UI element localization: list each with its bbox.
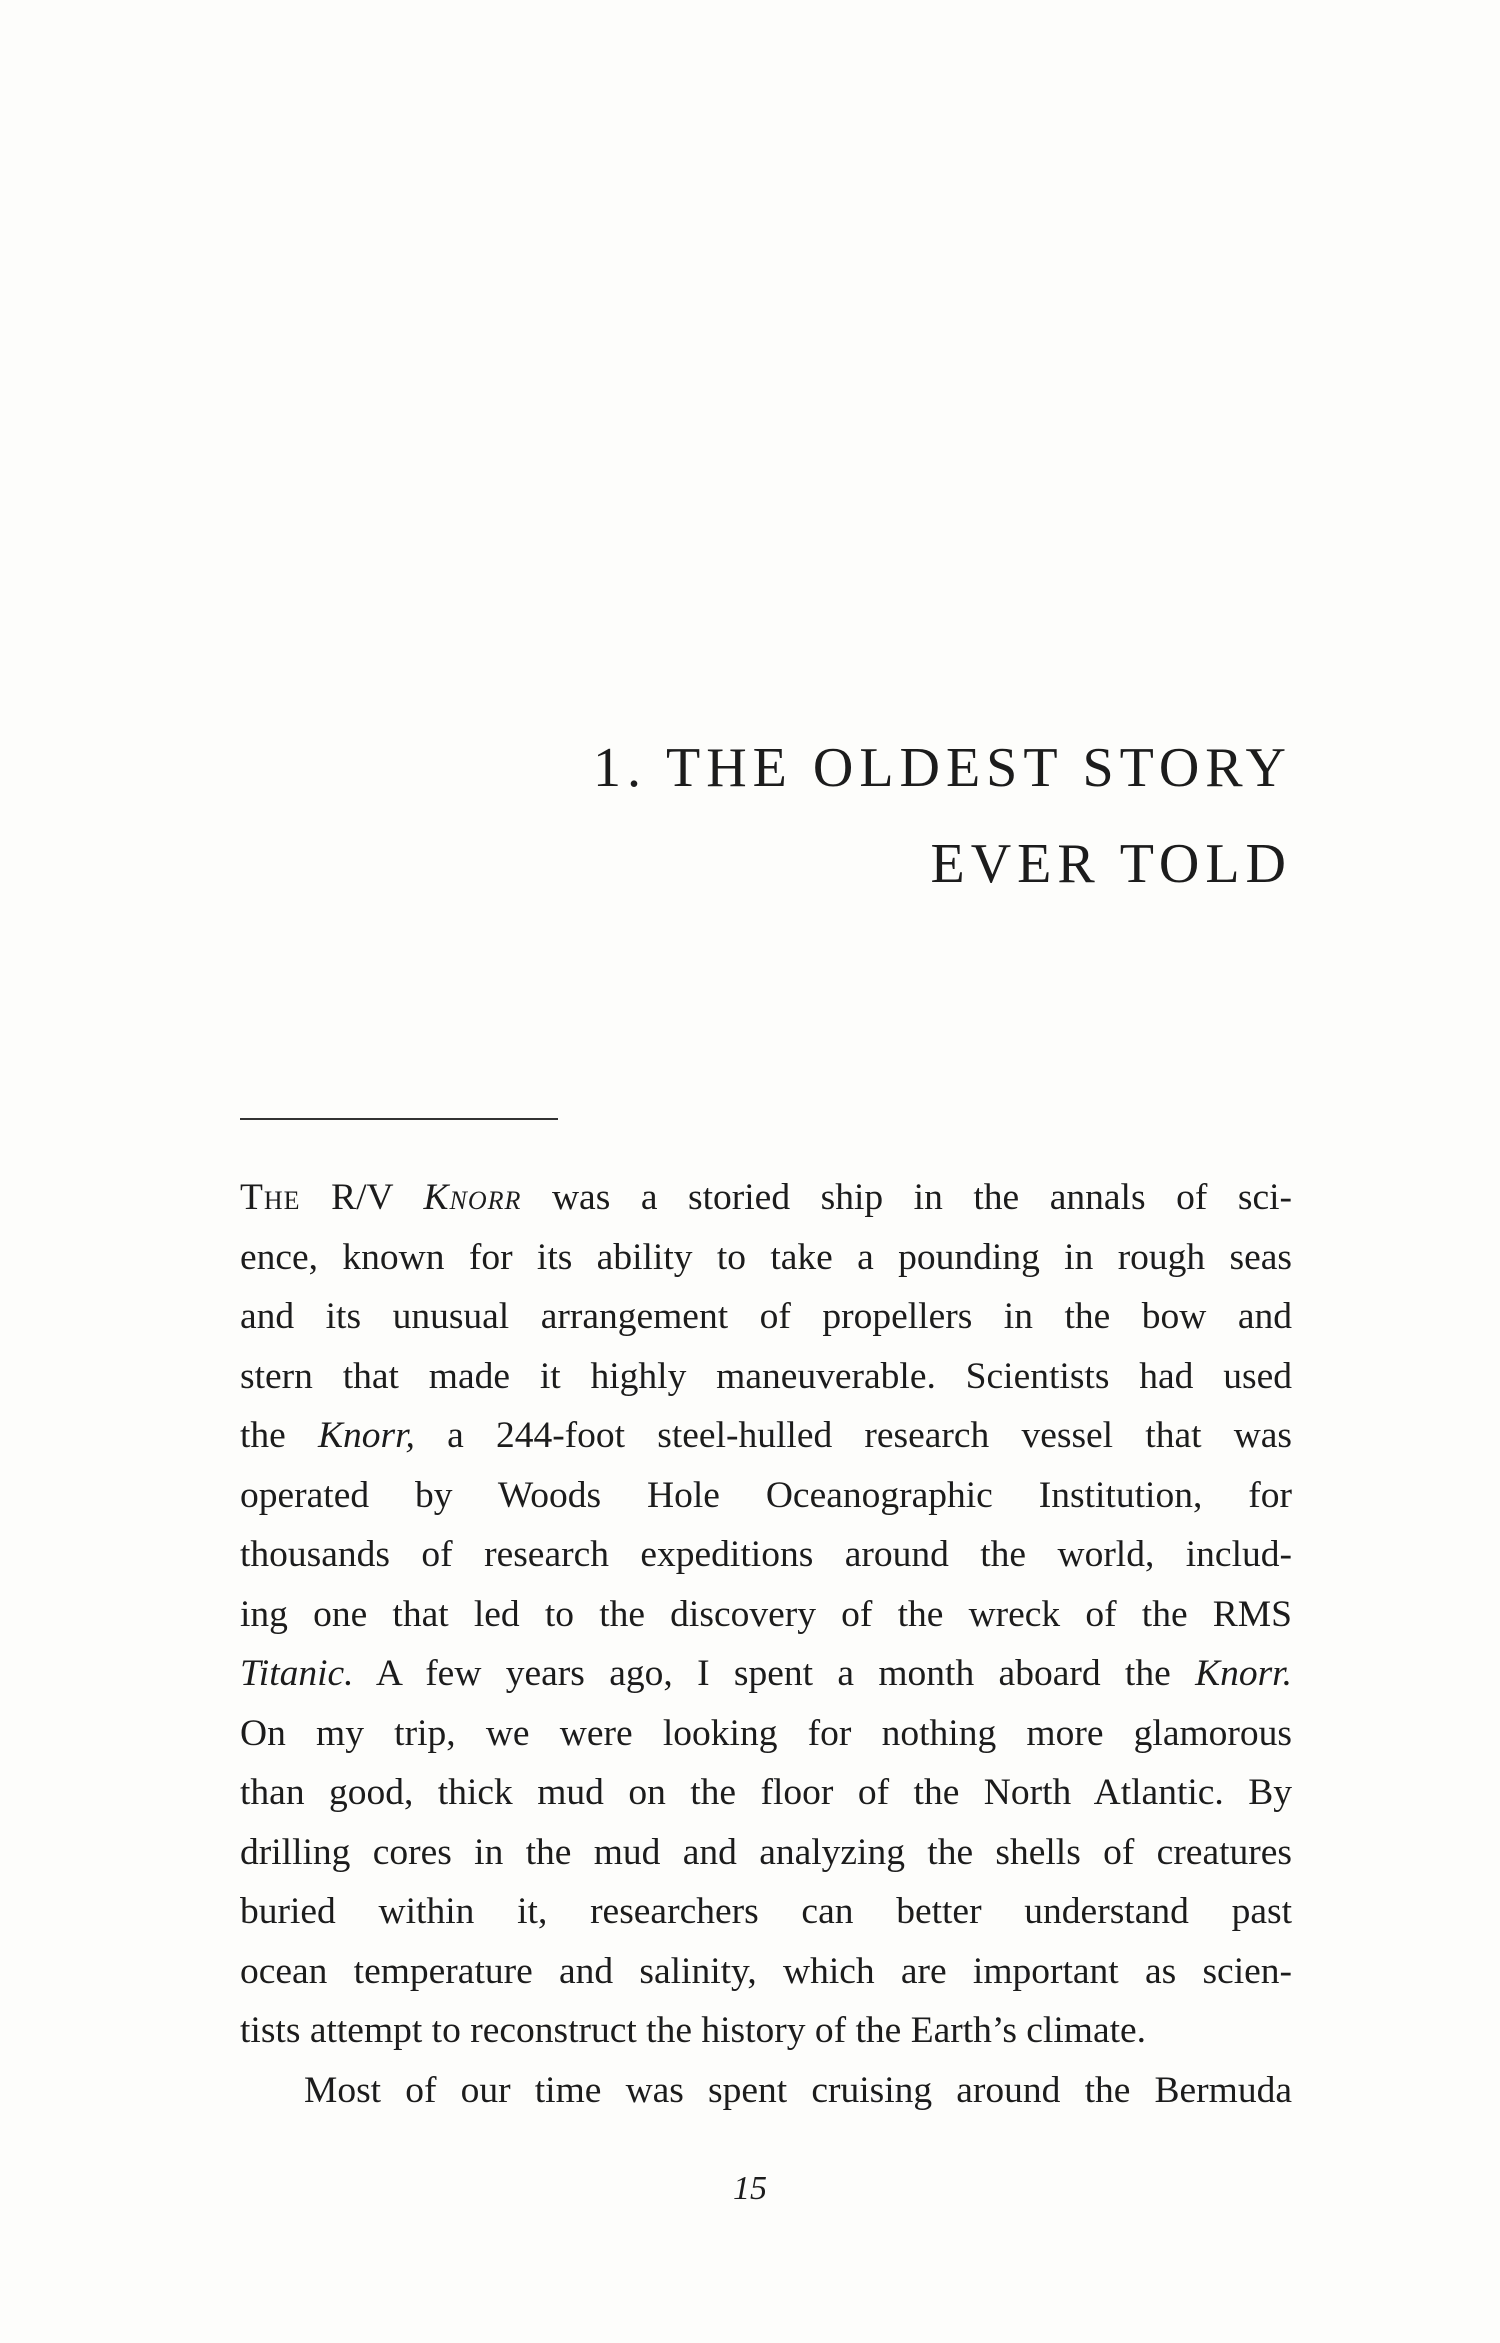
text-line-6: operated by Woods Hole Oceanographic Institution, for (240, 1474, 1292, 1516)
text-line-1-rest: was a storied ship in the annals of sci- (551, 1177, 1293, 1218)
text-line-5-b: a 244-foot steel-hulled research vessel that was (447, 1415, 1293, 1456)
chapter-title (240, 737, 1292, 895)
vessel-name: Knorr (423, 1177, 522, 1218)
text-line-10: On my trip, we were looking for nothing more glamorous (240, 1712, 1292, 1754)
vessel-prefix: R/V (331, 1177, 393, 1218)
lead-word: The (240, 1177, 301, 1218)
text-line-16: Most of our time was spent cruising around the Bermuda (304, 2069, 1292, 2111)
text-line-14: ocean temperature and salinity, which are important as scien- (240, 1950, 1292, 1992)
text-line-9 (240, 1644, 1292, 1704)
text-line-13: buried within it, researchers can better understand past (240, 1891, 1292, 1932)
page-number: 15 (733, 2170, 767, 2207)
text-line-12: drilling cores in the mud and analyzing the shells of creatures (240, 1831, 1292, 1873)
text-line-9-italic-2: Knorr. (1195, 1653, 1292, 1694)
chapter-title-line-2: EVER TOLD (930, 833, 1292, 895)
text-line-7: thousands of research expeditions around the world, includ- (240, 1534, 1292, 1575)
chapter-title-line-1: 1. THE OLDEST STORY (593, 737, 1292, 799)
text-line-1 (240, 1168, 1292, 1228)
text-line-2: ence, known for its ability to take a pounding in rough seas (240, 1236, 1292, 1278)
text-line-4: stern that made it highly maneuverable. Scientists had used (240, 1355, 1292, 1397)
text-line-15: tists attempt to reconstruct the history of the Earth’s climate. (240, 2010, 1147, 2051)
text-line-5-a: the (240, 1415, 286, 1456)
text-line-3: and its unusual arrangement of propellers in the bow and (240, 1296, 1292, 1337)
text-line-9-mid: A few years ago, I spent a month aboard the (375, 1653, 1171, 1694)
text-line-11: than good, thick mud on the floor of the North Atlantic. By (240, 1772, 1292, 1813)
text-line-9-italic-1: Titanic. (240, 1653, 354, 1694)
section-divider (240, 1118, 558, 1120)
text-line-5-italic: Knorr, (318, 1415, 415, 1456)
text-line-8: ing one that led to the discovery of the wreck of the RMS (240, 1593, 1292, 1635)
body-text (240, 1168, 1292, 2120)
text-line-5 (240, 1406, 1292, 1466)
